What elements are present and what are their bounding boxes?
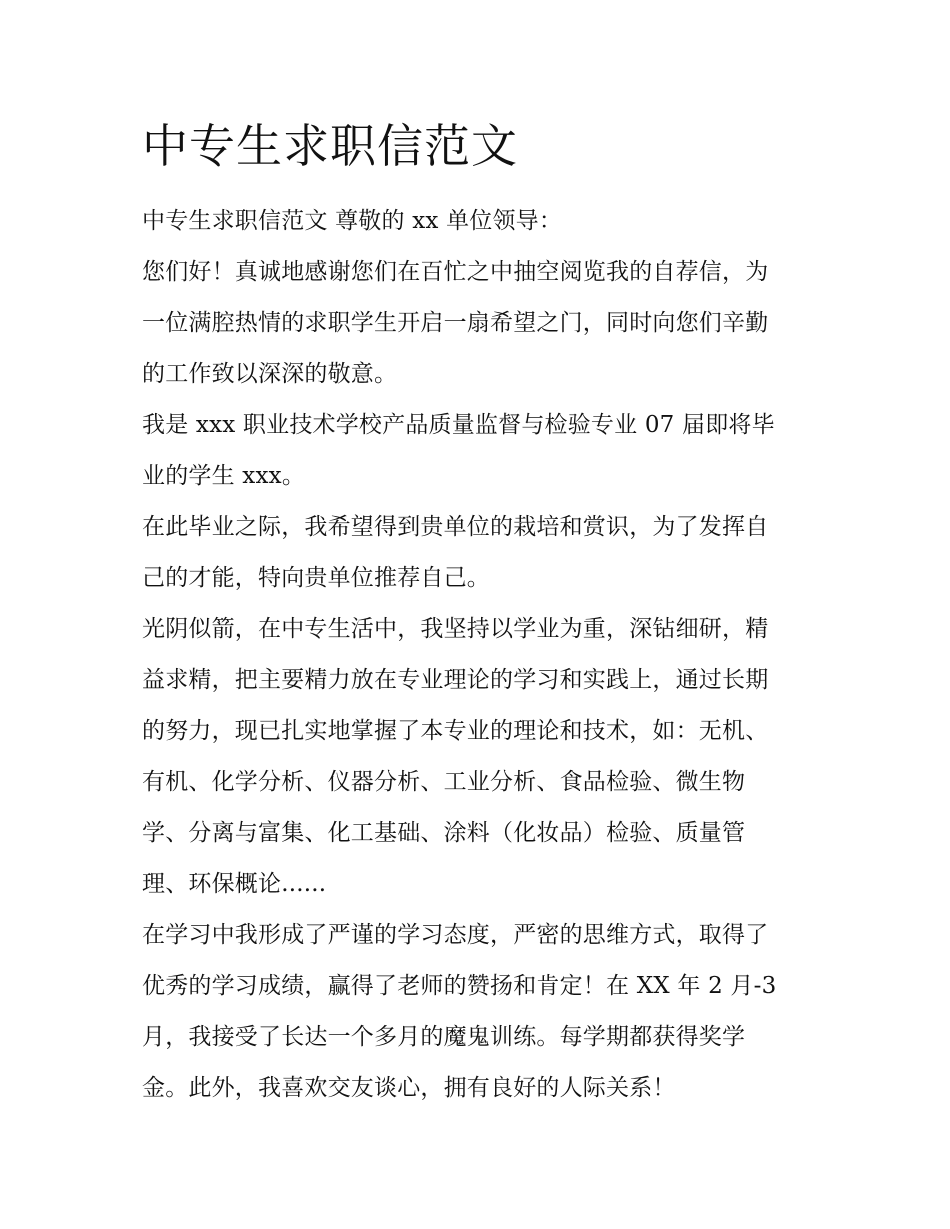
body-line: 光阴似箭，在中专生活中，我坚持以学业为重，深钻细研，精 [142, 616, 769, 642]
body-line: 我是 xxx 职业技术学校产品质量监督与检验专业 07 届即将毕 [142, 412, 775, 438]
body-line: 的努力，现已扎实地掌握了本专业的理论和技术，如：无机、 [142, 718, 769, 744]
body-line: 一位满腔热情的求职学生开启一扇希望之门，同时向您们辛勤 [142, 310, 769, 336]
body-line: 您们好！真诚地感谢您们在百忙之中抽空阅览我的自荐信，为 [142, 259, 769, 285]
document-title: 中专生求职信范文 [142, 119, 518, 173]
body-line: 在此毕业之际，我希望得到贵单位的栽培和赏识，为了发挥自 [142, 514, 769, 540]
body-line: 的工作致以深深的敬意。 [142, 361, 398, 387]
body-line: 在学习中我形成了严谨的学习态度，严密的思维方式，取得了 [142, 922, 769, 948]
body-line: 中专生求职信范文 尊敬的 xx 单位领导： [142, 208, 563, 234]
body-line: 己的才能，特向贵单位推荐自己。 [142, 565, 490, 591]
body-line: 理、环保概论...... [142, 871, 327, 897]
body-line: 有机、化学分析、仪器分析、工业分析、食品检验、微生物 [142, 769, 746, 795]
body-line: 学、分离与富集、化工基础、涂料（化妆品）检验、质量管 [142, 820, 746, 846]
body-line: 业的学生 xxx。 [142, 463, 306, 489]
body-line: 益求精，把主要精力放在专业理论的学习和实践上，通过长期 [142, 667, 769, 693]
body-line: 月，我接受了长达一个多月的魔鬼训练。每学期都获得奖学 [142, 1024, 746, 1050]
body-line: 金。此外，我喜欢交友谈心，拥有良好的人际关系！ [142, 1075, 676, 1101]
body-line: 优秀的学习成绩，赢得了老师的赞扬和肯定！在 XX 年 2 月-3 [142, 973, 777, 999]
document-body [142, 196, 822, 1114]
